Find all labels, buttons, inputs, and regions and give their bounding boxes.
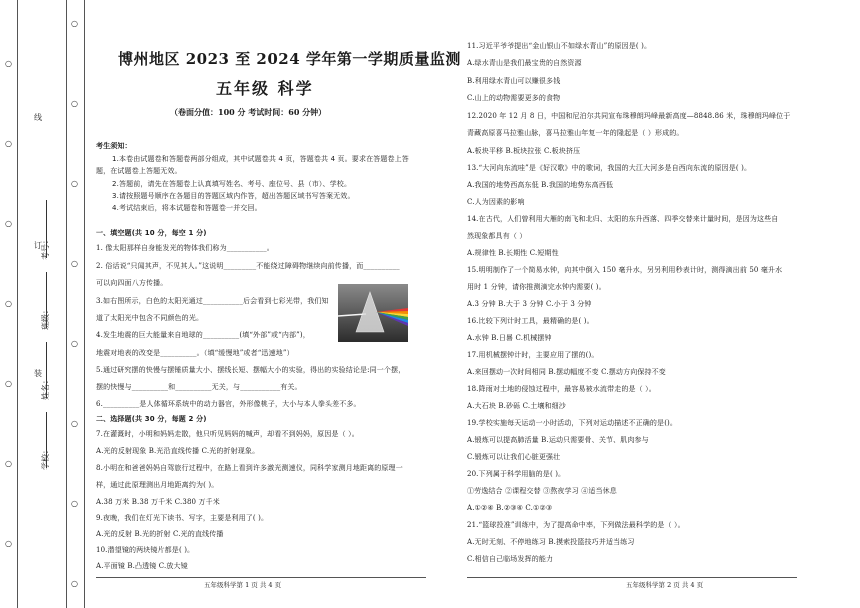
notice-title: 考生须知： <box>96 142 132 150</box>
class-blank[interactable] <box>46 272 47 328</box>
question-8-options: A.38 万米 B.38 万千米 C.380 万千米 <box>96 498 220 506</box>
binding-line-3 <box>84 0 85 608</box>
question-18-options: A.大石块 B.砂砾 C.土壤和细沙 <box>467 402 566 410</box>
school-blank[interactable] <box>46 412 47 468</box>
question-12-cont: 青藏高原喜马拉雅山脉，喜马拉雅山年复一年的隆起是（ ）形成的。 <box>467 129 684 137</box>
section-choice-heading: 二、选择题(共 30 分，每题 2 分) <box>96 415 207 423</box>
question-10-options: A.平面镜 B.凸透镜 C.放大镜 <box>96 562 188 570</box>
question-2: 2. 俗话说“只闻其声，不见其人。”这说明_________不能绕过障碍物继续向前传播，而__________ <box>96 262 400 270</box>
question-3-cont: 道了太阳光中包含不同颜色的光。 <box>96 314 204 322</box>
question-1: 1. 像太阳那样自身能发光的物体我们称为___________。 <box>96 244 274 252</box>
question-18: 18.降雨对土地的侵蚀过程中，最容易被水流带走的是（ ）。 <box>467 385 656 393</box>
question-6: 6.__________是人体循环系统中的动力器官，外形像桃子，大小与本人拳头差不多。 <box>96 400 361 408</box>
question-14-cont: 然现象都具有（ ） <box>467 232 527 240</box>
question-13-option-c: C.人为因素的影响 <box>467 198 525 206</box>
question-11-option-c: C.山上的动物需要更多的食物 <box>467 94 561 102</box>
circle-mark: ○ <box>71 579 78 588</box>
question-7: 7.在灌溉时，小明和妈妈走散，他只听见妈妈的喊声，却看不到妈妈，原因是（ ）。 <box>96 430 359 438</box>
question-8-cont: 样，通过此原理测出月地距离约为( )。 <box>96 481 219 489</box>
question-13: 13.“大河向东流哇”是《好汉歌》中的歌词，我国的大江大河多是自西向东流的原因是( )。 <box>467 164 752 172</box>
class-label: 班级： <box>41 306 50 330</box>
school-label: 学校： <box>41 446 50 470</box>
name-blank[interactable] <box>46 342 47 398</box>
circle-mark: ○ <box>71 499 78 508</box>
exam-number-label: 考号： <box>41 236 50 260</box>
question-5: 5.通过研究摆的快慢与摆锤质量大小、摆线长短、摆幅大小的实验，得出的实验结论是:同一个摆， <box>96 366 406 374</box>
question-19-option-c: C.锻炼可以让我们心脏更强壮 <box>467 453 561 461</box>
binding-label-zhuang: 装 <box>34 369 42 378</box>
question-12: 12.2020 年 12 月 8 日，中国和尼泊尔共同宣布珠穆朗玛峰最新高度—8848.86 米，珠穆朗玛峰位于 <box>467 112 791 120</box>
binding-line-1 <box>17 0 18 608</box>
question-20-items: ①劳逸结合 ②课程交替 ③熬夜学习 ④适当休息 <box>467 487 617 495</box>
circle-mark: ○ <box>5 459 12 468</box>
question-5-cont: 摆的快慢与__________和__________无关，与___________有关。 <box>96 383 302 391</box>
question-9: 9.夜晚，我们在灯光下读书、写字，主要是利用了( )。 <box>96 514 269 522</box>
binding-line-2 <box>66 0 67 608</box>
question-12-options: A.板块平移 B.板块拉张 C.板块挤压 <box>467 147 581 155</box>
binding-label-xian: 线 <box>34 113 42 122</box>
circle-mark: ○ <box>71 179 78 188</box>
question-19-options-ab: A.锻炼可以提高肺活量 B.运动只需要骨、关节、肌肉参与 <box>467 436 649 444</box>
exam-number-blank[interactable] <box>46 200 47 258</box>
binding-margin <box>0 0 86 608</box>
circle-mark: ○ <box>71 99 78 108</box>
footer-page-1: 五年级科学第 1 页 共 4 页 <box>204 581 282 589</box>
notice-item: 4.考试结束后，将本试题卷和答题卷一并交回。 <box>112 204 262 212</box>
notice-item: 2.答题前，请先在答题卷上认真填写姓名、考号、座位号、县（市）、学校。 <box>112 180 352 188</box>
name-label: 姓名： <box>41 376 50 400</box>
footer-rule-right <box>467 577 797 578</box>
circle-mark: ○ <box>5 219 12 228</box>
notice-item: 题，在试题卷上答题无效。 <box>96 167 182 175</box>
question-3: 3.如右图所示，白色的太阳光通过___________后会看到七彩光带，我们知 <box>96 297 329 305</box>
circle-mark: ○ <box>5 139 12 148</box>
question-2-cont: 可以向四面八方传播。 <box>96 279 168 287</box>
binding-label-ding: 订 <box>34 241 42 250</box>
exam-meta: （卷面分值：100 分 考试时间：60 分钟） <box>170 107 327 117</box>
question-19: 19.学校实施每天运动一小时活动，下列对运动描述不正确的是()。 <box>467 419 678 427</box>
question-13-options-ab: A.我国的地势西高东低 B.我国的地势东高西低 <box>467 181 614 189</box>
question-10: 10.潜望镜的两块镜片都是( )。 <box>96 546 195 554</box>
question-11: 11.习近平爷爷提出“金山银山不如绿水青山”的原因是( )。 <box>467 42 652 50</box>
page-subtitle: 五年级 科学 <box>216 79 314 98</box>
circle-mark: ○ <box>5 59 12 68</box>
circle-mark: ○ <box>71 339 78 348</box>
question-16: 16.比较下列计时工具，最精确的是( )。 <box>467 317 594 325</box>
notice-item: 3.请按照题号顺序在各题目的答题区域内作答，超出答题区域书写答案无效。 <box>112 192 355 200</box>
footer-rule-left <box>96 577 426 578</box>
question-15-cont: 用时 1 分钟，请你推测滴完水钟内需要( )。 <box>467 283 606 291</box>
question-8: 8.小明在和爸爸妈妈自驾旅行过程中，在路上看到许多激光测速仪，同科学家测月地距离的原理一 <box>96 464 403 472</box>
question-17-options: A.来回摆动一次时间相同 B.摆动幅度不变 C.摆动方向保持不变 <box>467 368 666 376</box>
question-17: 17.用机械摆钟计时，主要应用了摆的()。 <box>467 351 599 359</box>
question-20: 20.下列属于科学用脑的是( )。 <box>467 470 566 478</box>
circle-mark: ○ <box>71 259 78 268</box>
section-fill-heading: 一、填空题(共 10 分，每空 1 分) <box>96 229 207 237</box>
circle-mark: ○ <box>71 419 78 428</box>
question-21: 21.“篮球投准”训练中，为了提高命中率，下列做法最科学的是（ ）。 <box>467 521 685 529</box>
question-4-cont: 地震对地表的改变是__________。（填“缓慢地”或者“迅速地”） <box>96 349 294 357</box>
question-9-options: A.光的反射 B.光的折射 C.光的直线传播 <box>96 530 224 538</box>
prism-dispersion-figure <box>338 284 408 342</box>
question-11-option-a: A.绿水青山是我们最宝贵的自然资源 <box>467 59 582 67</box>
question-15: 15.明明制作了一个简易水钟，向其中倒入 150 毫升水，另另利用秒表计时，测得滴出前 50 毫升水 <box>467 266 783 274</box>
notice-item: 1.本卷由试题卷和答题卷两部分组成，其中试题卷共 4 页，答题卷共 4 页。要求在答题卷上答 <box>112 155 409 163</box>
question-14-options: A.规律性 B.长期性 C.短期性 <box>467 249 559 257</box>
question-20-options: A.①②④ B.②③④ C.①②③ <box>467 504 553 512</box>
circle-mark: ○ <box>5 299 12 308</box>
question-14: 14.在古代，人们曾利用大雁的南飞和北归、太阳的东升西落、四季交替来计量时间，是因为这些自 <box>467 215 779 223</box>
question-16-options: A.水钟 B.日晷 C.机械摆钟 <box>467 334 552 342</box>
question-4: 4.发生地震的巨大能量来自地球的__________(填“外部”或“内部”)， <box>96 331 310 339</box>
page-title: 博州地区 2023 至 2024 学年第一学期质量监测 <box>118 50 461 68</box>
question-21-option-c: C.相信自己临场发挥的能力 <box>467 555 554 563</box>
circle-mark: ○ <box>71 19 78 28</box>
footer-page-2: 五年级科学第 2 页 共 4 页 <box>626 581 704 589</box>
question-11-option-b: B.利用绿水青山可以赚很多钱 <box>467 77 561 85</box>
circle-mark: ○ <box>5 379 12 388</box>
question-21-options-ab: A.无时无刻、不停地练习 B.摸索投篮技巧并适当练习 <box>467 538 635 546</box>
question-15-options: A.3 分钟 B.大于 3 分钟 C.小于 3 分钟 <box>467 300 592 308</box>
question-7-options: A.光的反射现象 B.光沿直线传播 C.光的折射现象。 <box>96 447 260 455</box>
circle-mark: ○ <box>5 539 12 548</box>
